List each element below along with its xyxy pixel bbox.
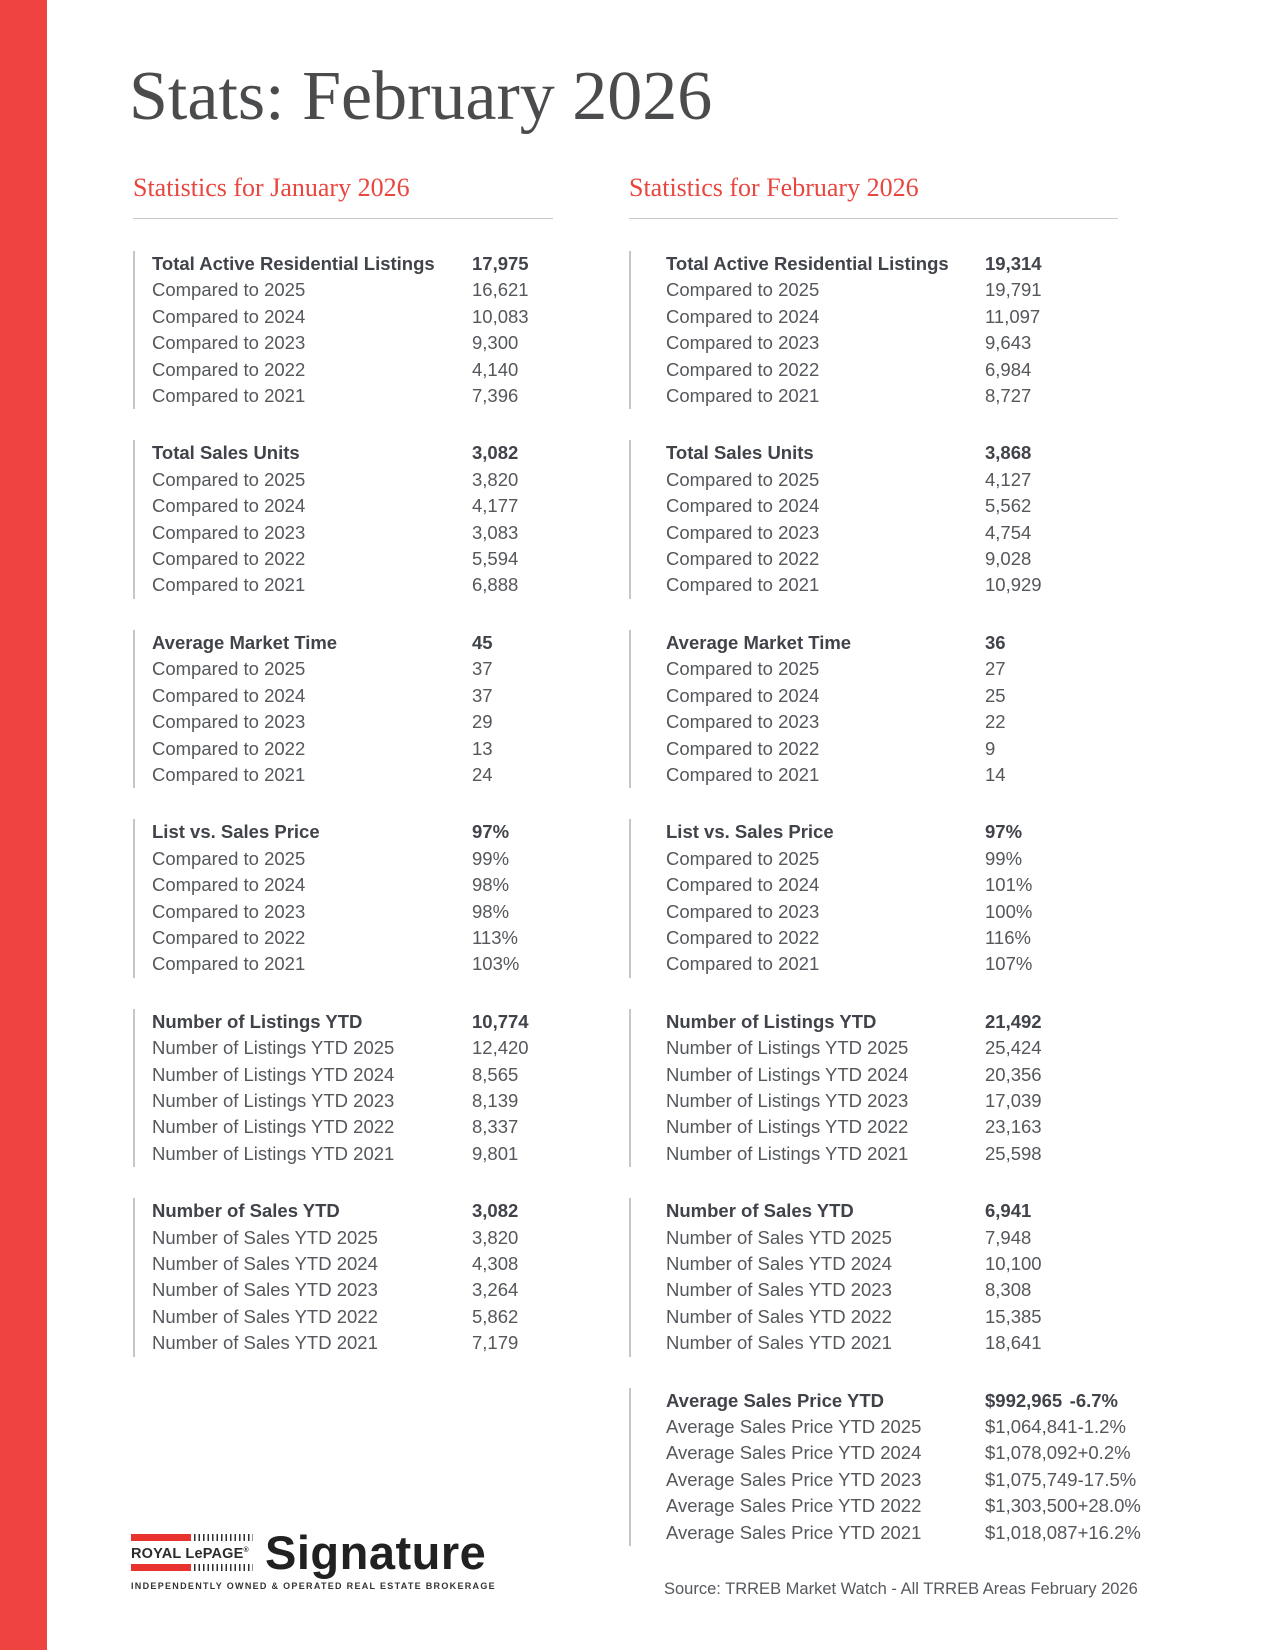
logo-stripes — [194, 1564, 253, 1571]
stat-row — [666, 1414, 1126, 1440]
stat-row — [152, 1330, 553, 1356]
stat-row — [666, 1062, 1118, 1088]
row-label: Compared to 2023 — [666, 332, 820, 354]
row-label: Compared to 2024 — [666, 684, 820, 706]
column-header: Statistics for January 2026 — [133, 173, 410, 202]
stat-row — [152, 1251, 553, 1277]
row-value: 17,039 — [985, 1089, 1042, 1111]
row-label: Compared to 2023 — [152, 521, 306, 543]
section-title: Average Market Time — [152, 631, 338, 653]
row-value: 22 — [985, 711, 1006, 733]
row-label: Compared to 2025 — [152, 468, 306, 490]
row-label: Number of Sales YTD 2024 — [666, 1253, 892, 1274]
royal-lepage-name — [131, 1543, 253, 1562]
row-label: Average Sales Price YTD 2024 — [666, 1442, 922, 1464]
section-value: 19,314 — [985, 253, 1042, 274]
row-value: 4,308 — [472, 1253, 519, 1274]
section-title: Average Sales Price YTD — [666, 1389, 885, 1411]
stat-row — [152, 330, 553, 356]
section-value: 36 — [985, 631, 1006, 653]
row-value: 9 — [985, 737, 996, 759]
stat-row — [152, 572, 553, 598]
section-rows — [152, 467, 553, 599]
row-value: 98% — [472, 900, 510, 922]
row-value: 3,264 — [472, 1279, 519, 1301]
row-label: Number of Sales YTD 2023 — [152, 1279, 378, 1301]
stat-row — [666, 656, 1118, 682]
stat-row — [666, 846, 1118, 872]
row-label: Compared to 2022 — [666, 926, 820, 948]
row-label: Number of Listings YTD 2023 — [152, 1089, 395, 1111]
row-value: 9,028 — [985, 548, 1032, 570]
section-rows — [666, 846, 1118, 978]
section-header-row — [666, 440, 1118, 466]
stat-row — [666, 1330, 1118, 1356]
section-title: Number of Listings YTD — [152, 1010, 363, 1032]
section-header-row — [152, 1198, 553, 1224]
row-value: 25,598 — [985, 1142, 1042, 1164]
section-rows — [152, 277, 553, 409]
section-value: 6,941 — [985, 1200, 1032, 1222]
row-label: Compared to 2022 — [152, 737, 306, 759]
row-value: 14 — [985, 763, 1006, 785]
row-label: Compared to 2021 — [152, 953, 306, 975]
row-value: $1,078,092 — [985, 1442, 1078, 1464]
stat-row — [152, 1088, 553, 1114]
stat-row — [666, 709, 1118, 735]
row-value: 3,820 — [472, 468, 519, 490]
stat-section — [629, 1388, 1141, 1546]
stat-section — [629, 440, 1118, 598]
stat-row — [666, 683, 1118, 709]
row-value: 4,754 — [985, 521, 1032, 543]
stat-row — [152, 1225, 553, 1251]
row-label: Compared to 2021 — [666, 763, 820, 785]
stat-section — [629, 1009, 1118, 1167]
row-value: 10,929 — [985, 574, 1042, 596]
row-value: $1,018,087 — [985, 1521, 1078, 1543]
row-value: 107% — [985, 953, 1033, 975]
row-value: 9,801 — [472, 1142, 519, 1164]
row-value: 4,177 — [472, 495, 519, 517]
row-value: 5,862 — [472, 1305, 519, 1327]
section-value: 17,975 — [472, 253, 529, 274]
stat-section — [133, 440, 553, 598]
row-value: 37 — [472, 684, 493, 706]
row-value: 23,163 — [985, 1116, 1042, 1138]
row-label: Compared to 2021 — [666, 385, 820, 407]
stat-row — [666, 467, 1118, 493]
section-title: Number of Sales YTD — [666, 1200, 854, 1222]
row-value: 18,641 — [985, 1332, 1042, 1354]
row-value: 24 — [472, 763, 493, 785]
row-label: Number of Listings YTD 2024 — [666, 1063, 909, 1085]
row-label: Compared to 2025 — [666, 658, 820, 680]
logo-stripes — [194, 1534, 253, 1541]
row-label: Number of Listings YTD 2022 — [152, 1116, 395, 1138]
section-value: 3,082 — [472, 442, 519, 464]
section-title: Total Active Residential Listings — [152, 253, 435, 274]
section-list — [133, 251, 553, 1388]
stat-row — [666, 1088, 1118, 1114]
row-label: Average Sales Price YTD 2023 — [666, 1468, 922, 1490]
row-label: Compared to 2023 — [152, 711, 306, 733]
logo-top-bar — [131, 1534, 253, 1541]
section-header-row — [152, 819, 553, 845]
page-title: Stats: February 2026 — [129, 58, 713, 135]
row-label: Compared to 2021 — [666, 953, 820, 975]
section-title: Average Market Time — [666, 631, 852, 653]
section-value: 21,492 — [985, 1010, 1042, 1032]
stat-row — [666, 1277, 1118, 1303]
stat-row — [152, 1141, 553, 1167]
section-value: 3,082 — [472, 1200, 519, 1222]
row-value: 4,127 — [985, 468, 1032, 490]
section-value: $992,965 — [985, 1389, 1063, 1411]
section-title: List vs. Sales Price — [666, 821, 834, 843]
row-label: Number of Listings YTD 2025 — [152, 1037, 395, 1059]
row-value: 20,356 — [985, 1063, 1042, 1085]
signature-wordmark: Signature — [265, 1526, 487, 1579]
section-title: List vs. Sales Price — [152, 821, 320, 843]
row-label: Compared to 2024 — [152, 495, 306, 517]
section-header-row — [666, 1388, 1118, 1414]
stat-row — [666, 1493, 1141, 1519]
row-label: Number of Listings YTD 2024 — [152, 1063, 395, 1085]
row-label: Compared to 2024 — [666, 495, 820, 517]
row-label: Compared to 2021 — [152, 763, 306, 785]
section-header-row — [152, 1009, 553, 1035]
stat-row — [666, 1225, 1118, 1251]
stat-row — [152, 493, 553, 519]
row-value: 116% — [985, 926, 1031, 948]
row-label: Compared to 2024 — [152, 684, 306, 706]
stat-section — [629, 1198, 1118, 1356]
stat-section — [629, 819, 1118, 977]
row-value: 6,888 — [472, 574, 519, 596]
row-label: Compared to 2023 — [666, 521, 820, 543]
row-value: 3,820 — [472, 1226, 519, 1248]
row-value: 8,727 — [985, 385, 1032, 407]
row-value: 15,385 — [985, 1305, 1042, 1327]
stat-row — [152, 1114, 553, 1140]
row-value: 5,562 — [985, 495, 1032, 517]
stat-row — [152, 304, 553, 330]
row-label: Number of Listings YTD 2021 — [666, 1142, 909, 1164]
stat-row — [666, 304, 1118, 330]
section-header-row — [152, 251, 553, 277]
stat-row — [152, 546, 553, 572]
row-label: Compared to 2025 — [152, 658, 306, 680]
section-rows — [666, 1035, 1118, 1167]
stat-row — [666, 1035, 1118, 1061]
section-value: 97% — [472, 821, 510, 843]
stat-row — [666, 493, 1118, 519]
row-label: Number of Sales YTD 2024 — [152, 1253, 378, 1274]
royal-lepage-signature-logo — [131, 1526, 487, 1579]
stat-row — [152, 1062, 553, 1088]
section-header-row — [666, 1009, 1118, 1035]
row-label: Average Sales Price YTD 2025 — [666, 1416, 922, 1438]
row-pct-change: +0.2% — [1077, 1442, 1131, 1464]
stat-row — [152, 383, 553, 409]
section-rows — [152, 1225, 553, 1357]
row-label: Compared to 2023 — [152, 900, 306, 922]
row-label: Average Sales Price YTD 2022 — [666, 1495, 922, 1517]
stat-row — [152, 899, 553, 925]
stat-row — [666, 277, 1118, 303]
stat-row — [666, 899, 1118, 925]
logo-tagline: INDEPENDENTLY OWNED & OPERATED REAL ESTATE BROKERAGE — [131, 1581, 496, 1591]
row-value: 29 — [472, 711, 493, 733]
stat-row — [666, 572, 1118, 598]
section-rows — [152, 656, 553, 788]
royal-lepage-text: ROYAL LePAGE — [131, 1545, 244, 1562]
stat-row — [666, 330, 1118, 356]
section-value: 3,868 — [985, 442, 1032, 464]
header-rule — [133, 218, 553, 219]
section-header-row — [152, 440, 553, 466]
stat-row — [152, 520, 553, 546]
stat-row — [666, 872, 1118, 898]
row-value: 8,337 — [472, 1116, 519, 1138]
stat-row — [152, 951, 553, 977]
stat-row — [152, 683, 553, 709]
row-value: 99% — [985, 847, 1023, 869]
stat-row — [666, 1114, 1118, 1140]
row-label: Compared to 2023 — [666, 900, 820, 922]
stat-row — [666, 1251, 1118, 1277]
row-label: Compared to 2025 — [666, 847, 820, 869]
section-title: Total Sales Units — [666, 442, 814, 464]
stat-row — [152, 1304, 553, 1330]
section-header-row — [666, 819, 1118, 845]
row-label: Compared to 2025 — [152, 847, 306, 869]
stat-row — [152, 709, 553, 735]
section-rows — [152, 846, 553, 978]
row-value: 5,594 — [472, 548, 519, 570]
stat-row — [666, 762, 1118, 788]
section-rows — [666, 656, 1118, 788]
section-rows — [152, 1035, 553, 1167]
row-value: 16,621 — [472, 279, 529, 301]
row-value: 25,424 — [985, 1037, 1042, 1059]
header-rule — [629, 218, 1118, 219]
stat-row — [152, 277, 553, 303]
row-value: 6,984 — [985, 358, 1032, 380]
red-sidebar-accent — [0, 0, 47, 1650]
stat-row — [152, 736, 553, 762]
section-rows — [666, 467, 1118, 599]
row-label: Number of Sales YTD 2021 — [666, 1332, 892, 1354]
row-pct-change: +16.2% — [1077, 1521, 1141, 1543]
stat-section — [133, 1009, 553, 1167]
row-value: 4,140 — [472, 358, 519, 380]
row-value: 8,308 — [985, 1279, 1032, 1301]
registered-mark: ® — [243, 1547, 249, 1554]
stat-row — [666, 357, 1118, 383]
stat-row — [152, 872, 553, 898]
row-value: 99% — [472, 847, 510, 869]
stat-row — [152, 762, 553, 788]
stat-row — [666, 1141, 1118, 1167]
section-value: 45 — [472, 631, 493, 653]
stat-row — [666, 736, 1118, 762]
logo-red-bar — [131, 1534, 191, 1541]
row-value: 100% — [985, 900, 1033, 922]
row-value: 27 — [985, 658, 1006, 680]
row-value: 98% — [472, 874, 510, 896]
stat-section — [133, 251, 553, 409]
row-label: Compared to 2022 — [666, 358, 820, 380]
stat-row — [666, 520, 1118, 546]
row-value: 3,083 — [472, 521, 519, 543]
row-label: Compared to 2021 — [152, 574, 306, 596]
section-header-row — [666, 630, 1118, 656]
stat-row — [152, 1277, 553, 1303]
row-label: Compared to 2025 — [152, 279, 306, 301]
row-label: Number of Listings YTD 2023 — [666, 1089, 909, 1111]
row-value: 7,948 — [985, 1226, 1032, 1248]
stat-section — [629, 630, 1118, 788]
section-rows — [666, 277, 1118, 409]
row-label: Compared to 2021 — [666, 574, 820, 596]
column-header: Statistics for February 2026 — [629, 173, 919, 202]
stat-row — [666, 1304, 1118, 1330]
section-title: Total Active Residential Listings — [666, 253, 949, 274]
row-label: Compared to 2022 — [666, 548, 820, 570]
stat-row — [666, 1467, 1137, 1493]
row-label: Average Sales Price YTD 2021 — [666, 1521, 922, 1543]
row-value: 103% — [472, 953, 520, 975]
section-value: 97% — [985, 821, 1023, 843]
row-value: 8,565 — [472, 1063, 519, 1085]
stat-row — [666, 1440, 1131, 1466]
stat-section — [133, 1198, 553, 1356]
row-label: Number of Sales YTD 2022 — [666, 1305, 892, 1327]
row-value: 13 — [472, 737, 493, 759]
stat-section — [133, 819, 553, 977]
section-rows — [666, 1414, 1141, 1546]
row-value: 9,643 — [985, 332, 1032, 354]
row-value: 113% — [472, 926, 518, 948]
row-label: Number of Sales YTD 2025 — [666, 1226, 892, 1248]
stat-section — [629, 251, 1118, 409]
row-value: $1,064,841 — [985, 1416, 1078, 1438]
stat-row — [666, 1520, 1141, 1546]
row-label: Number of Sales YTD 2025 — [152, 1226, 378, 1248]
row-value: 19,791 — [985, 279, 1042, 301]
row-pct-change: -1.2% — [1077, 1416, 1126, 1438]
section-title: Number of Sales YTD — [152, 1200, 340, 1222]
stat-row — [152, 846, 553, 872]
row-label: Compared to 2022 — [152, 358, 306, 380]
row-label: Compared to 2023 — [666, 711, 820, 733]
row-label: Compared to 2021 — [152, 385, 306, 407]
logo-bottom-bar — [131, 1564, 253, 1571]
row-value: 25 — [985, 684, 1006, 706]
row-label: Number of Listings YTD 2021 — [152, 1142, 395, 1164]
royal-lepage-mark — [131, 1534, 253, 1571]
row-value: 10,083 — [472, 305, 529, 327]
row-label: Compared to 2023 — [152, 332, 306, 354]
row-label: Compared to 2025 — [666, 468, 820, 490]
stat-row — [666, 383, 1118, 409]
row-value: 10,100 — [985, 1253, 1042, 1274]
row-label: Compared to 2022 — [666, 737, 820, 759]
stat-row — [152, 467, 553, 493]
row-label: Number of Listings YTD 2022 — [666, 1116, 909, 1138]
row-label: Compared to 2024 — [152, 874, 306, 896]
row-value: 101% — [985, 874, 1033, 896]
row-label: Compared to 2022 — [152, 548, 306, 570]
row-pct-change: +28.0% — [1077, 1495, 1141, 1517]
section-title: Number of Listings YTD — [666, 1010, 877, 1032]
stat-section — [133, 630, 553, 788]
stat-row — [666, 546, 1118, 572]
stat-row — [152, 656, 553, 682]
section-pct-change: -6.7% — [1069, 1389, 1118, 1411]
row-value: 8,139 — [472, 1089, 519, 1111]
source-note: Source: TRREB Market Watch - All TRREB Areas February 2026 — [664, 1580, 1138, 1598]
row-value: 7,396 — [472, 385, 519, 407]
stat-row — [152, 1035, 553, 1061]
row-value: 37 — [472, 658, 493, 680]
section-rows — [666, 1225, 1118, 1357]
section-title: Total Sales Units — [152, 442, 300, 464]
row-value: 11,097 — [985, 305, 1041, 327]
row-label: Compared to 2025 — [666, 279, 820, 301]
stat-row — [666, 925, 1118, 951]
row-value: 12,420 — [472, 1037, 529, 1059]
logo-red-bar — [131, 1564, 191, 1571]
section-header-row — [152, 630, 553, 656]
row-pct-change: -17.5% — [1077, 1468, 1137, 1490]
section-value: 10,774 — [472, 1010, 529, 1032]
row-label: Compared to 2024 — [152, 305, 306, 327]
section-header-row — [666, 1198, 1118, 1224]
section-header-row — [666, 251, 1118, 277]
row-value: 9,300 — [472, 332, 519, 354]
row-value: 7,179 — [472, 1332, 519, 1354]
stat-row — [152, 925, 553, 951]
row-value: $1,303,500 — [985, 1495, 1078, 1517]
row-label: Compared to 2024 — [666, 874, 820, 896]
row-label: Number of Sales YTD 2023 — [666, 1279, 892, 1301]
row-label: Compared to 2024 — [666, 305, 820, 327]
row-label: Number of Sales YTD 2022 — [152, 1305, 378, 1327]
stat-row — [152, 357, 553, 383]
row-label: Compared to 2022 — [152, 926, 306, 948]
row-value: $1,075,749 — [985, 1468, 1078, 1490]
row-label: Number of Sales YTD 2021 — [152, 1332, 378, 1354]
row-label: Number of Listings YTD 2025 — [666, 1037, 909, 1059]
section-list — [629, 251, 1141, 1577]
stat-row — [666, 951, 1118, 977]
